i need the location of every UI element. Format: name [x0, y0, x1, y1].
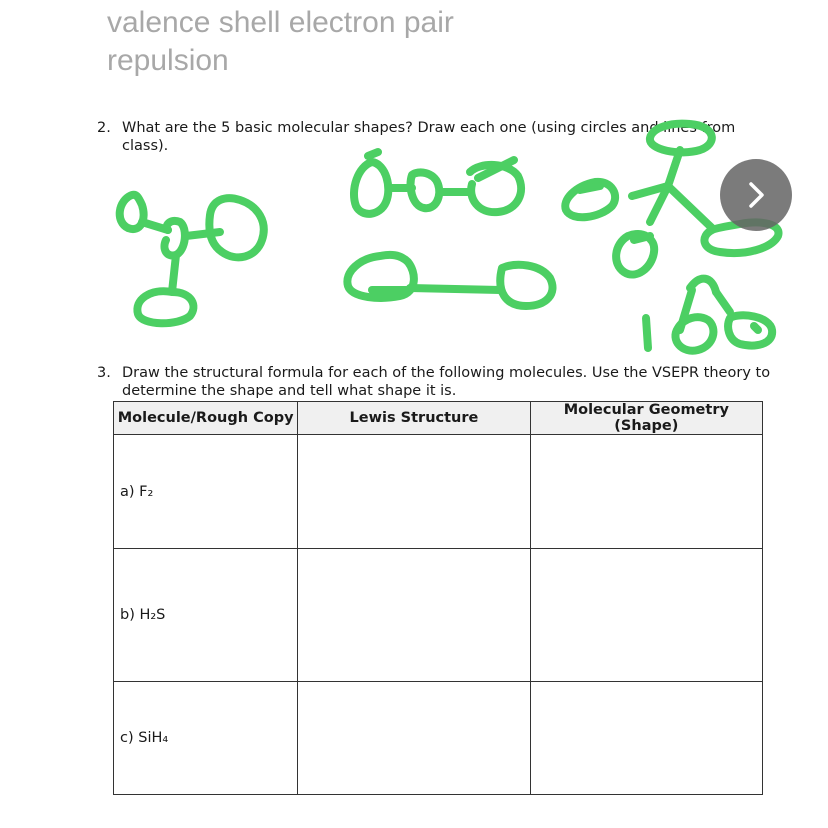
molecule-table	[113, 401, 763, 795]
table-row	[114, 682, 763, 795]
header-lewis-structure: Lewis Structure	[298, 402, 530, 435]
drawing-shape-2	[354, 152, 521, 214]
next-page-button[interactable]	[720, 159, 792, 231]
molecule-cell	[114, 549, 298, 682]
lewis-structure-cell[interactable]	[298, 435, 530, 549]
geometry-cell[interactable]	[530, 435, 762, 549]
molecule-label: c) SiH₄	[120, 730, 169, 746]
header-molecule: Molecule/Rough Copy	[114, 402, 298, 435]
question-3-text: Draw the structural formula for each of the following molecules. Use the VSEPR theory to determine the shape and tell what shape it is.	[122, 365, 771, 399]
table-header-row	[114, 402, 763, 435]
drawing-shape-3	[347, 255, 552, 306]
chevron-right-icon	[740, 179, 772, 211]
geometry-cell[interactable]	[530, 682, 762, 795]
question-2-number: 2.	[97, 120, 111, 136]
molecule-label: b) H₂S	[120, 607, 166, 623]
table-row	[114, 435, 763, 549]
molecule-cell	[114, 435, 298, 549]
question-2-text: What are the 5 basic molecular shapes? Draw each one (using circles and lines from class).	[122, 120, 736, 154]
molecule-label: a) F₂	[120, 483, 154, 500]
drawing-shape-5	[646, 279, 772, 351]
lewis-structure-cell[interactable]	[298, 682, 530, 795]
question-3-number: 3.	[97, 365, 111, 381]
page-heading: valence shell electron pair repulsion	[107, 6, 454, 77]
geometry-cell[interactable]	[530, 549, 762, 682]
header-molecular-geometry: Molecular Geometry (Shape)	[530, 402, 762, 435]
table-row	[114, 549, 763, 682]
drawing-shape-1	[120, 195, 264, 324]
molecule-cell	[114, 682, 298, 795]
lewis-structure-cell[interactable]	[298, 549, 530, 682]
